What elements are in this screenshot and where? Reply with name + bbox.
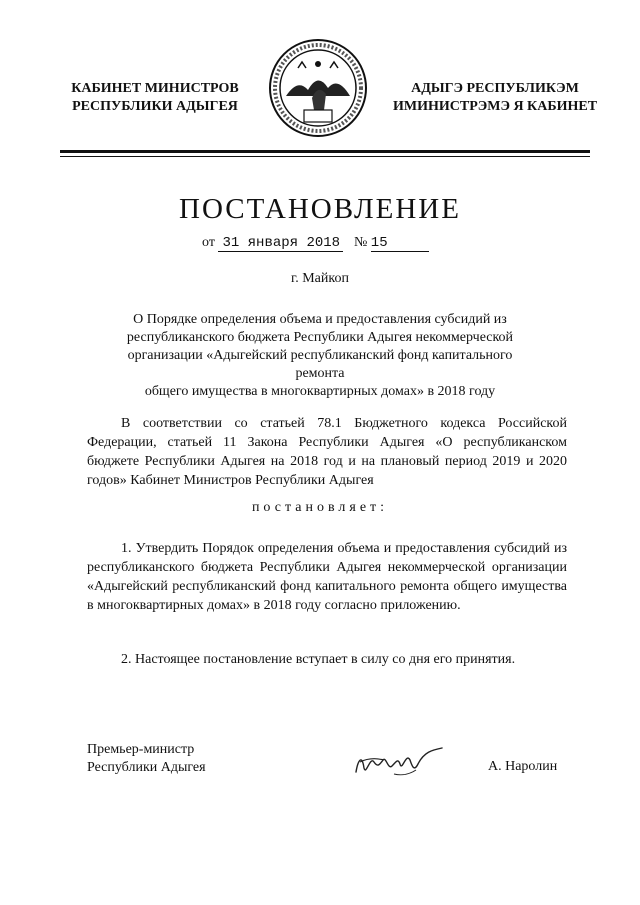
signatory-position-line-2: Республики Адыгея (87, 760, 206, 775)
document-number: 15 (370, 235, 388, 251)
coat-of-arms-emblem (268, 38, 368, 138)
preamble-paragraph: В соответствии со статьей 78.1 Бюджетного кодекса Российской Федерации, статьей 11 Закона Республики Адыгея «О республиканском бюджете Республики Адыгея на 2018 год и на плановый период 2019 и 2020 годов» Кабинет Министров Республики Адыгея (87, 416, 567, 488)
header-rule-thick (60, 150, 590, 153)
date-prefix: от (202, 235, 215, 250)
city-line: г. Майкоп (291, 271, 349, 286)
subject-heading (110, 311, 530, 401)
issuer-ady-line-2: ИМИНИСТРЭМЭ Я КАБИНЕТ (392, 99, 598, 114)
subject-line-1: О Порядке определения объема и предоставления субсидий из (133, 312, 507, 327)
subject-line-3: организации «Адыгейский республиканский фонд капитального ремонта (127, 348, 513, 381)
clause-2-paragraph: 2. Настоящее постановление вступает в силу со дня его принятия. (121, 652, 516, 667)
subject-line-4: общего имущества в многоквартирных домах» в 2018 году (144, 384, 496, 399)
signatory-name: А. Наролин (488, 759, 558, 774)
issuer-name-adyghe (390, 80, 600, 116)
document-type-title: ПОСТАНОВЛЕНИЕ (179, 193, 461, 225)
issuer-name-russian (60, 80, 250, 116)
header-rule-thin (60, 156, 590, 157)
date-number-line (202, 235, 429, 252)
issuer-ru-line-2: РЕСПУБЛИКИ АДЫГЕЯ (72, 99, 238, 114)
issuer-ru-line-1: КАБИНЕТ МИНИСТРОВ (71, 81, 239, 96)
clause-1-paragraph: 1. Утвердить Порядок определения объема и предоставления субсидий из республиканского бюджета Республики Адыгея некоммерческой организации «Адыгейский республиканский фонд капитального ремонта общего имущества в многоквартирных домах» в 2018 году согласно приложению. (87, 541, 567, 613)
signatory-position-line-1: Премьер-министр (87, 742, 195, 757)
issuer-ady-line-1: АДЫГЭ РЕСПУБЛИКЭМ (411, 81, 579, 96)
document-date-field (218, 235, 343, 252)
document-date: 31 января 2018 (222, 235, 341, 251)
signatory-position (87, 741, 206, 777)
handwritten-signature (350, 742, 445, 782)
document-number-field (371, 235, 429, 252)
subject-line-2: республиканского бюджета Республики Адыгея некоммерческой (126, 330, 514, 345)
resolves-heading: постановляет: (251, 500, 389, 515)
number-prefix: № (353, 235, 368, 250)
